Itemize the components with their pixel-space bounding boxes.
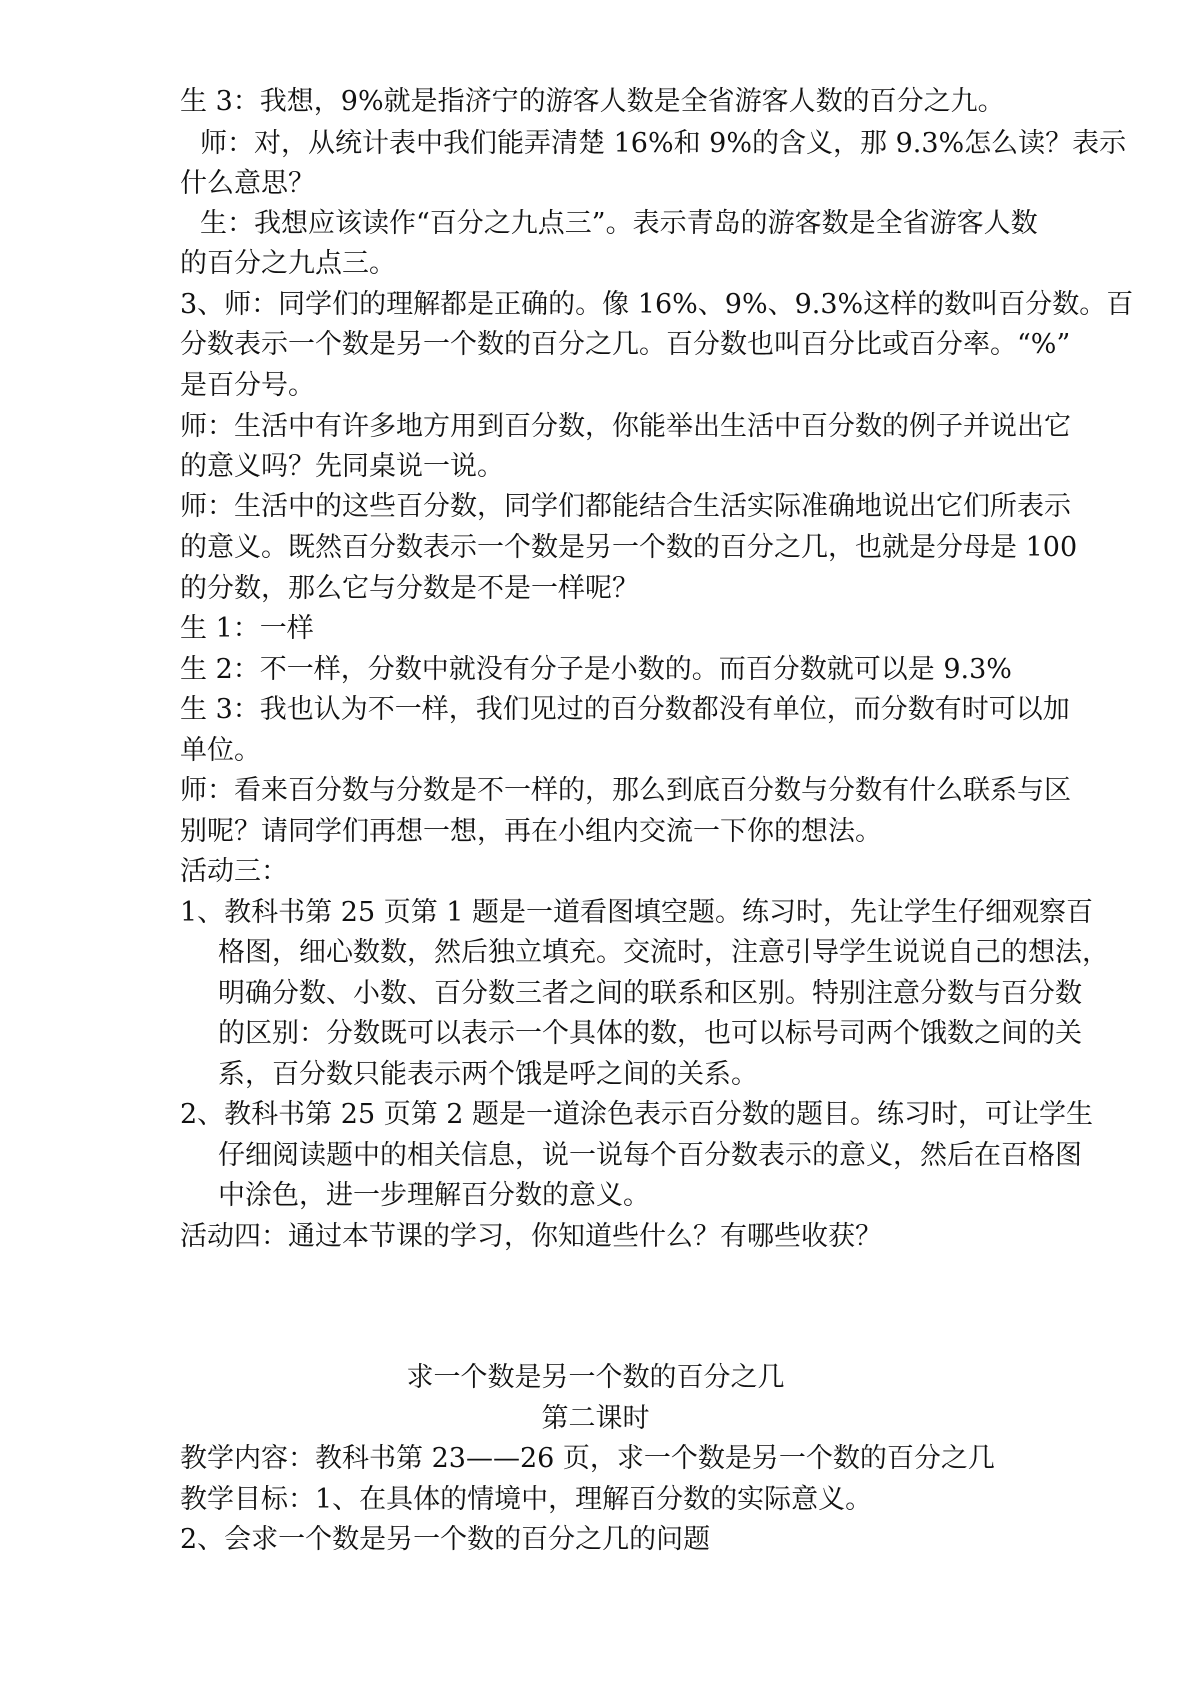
text-line: 分数表示一个数是另一个数的百分之几。百分数也叫百分比或百分率。“%” <box>180 329 1071 360</box>
text-line: 活动四：通过本节课的学习，你知道些什么？有哪些收获？ <box>180 1221 882 1252</box>
text-line: 3、师：同学们的理解都是正确的。像 16%、9%、9.3%这样的数叫百分数。百 <box>180 289 1134 320</box>
text-line: 明确分数、小数、百分数三者之间的联系和区别。特别注意分数与百分数 <box>218 978 1082 1009</box>
text-line: 的分数，那么它与分数是不是一样呢？ <box>180 573 639 604</box>
text-line: 师：看来百分数与分数是不一样的，那么到底百分数与分数有什么联系与区 <box>180 775 1071 806</box>
text-line: 2、会求一个数是另一个数的百分之几的问题 <box>180 1524 711 1555</box>
text-line: 师：对，从统计表中我们能弄清楚 16%和 9%的含义，那 9.3%怎么读？表示 <box>200 128 1127 159</box>
text-line: 单位。 <box>180 735 261 766</box>
text-line: 教学目标：1、在具体的情境中，理解百分数的实际意义。 <box>180 1484 873 1515</box>
text-line: 是百分号。 <box>180 370 315 401</box>
text-line: 生 3：我想，9%就是指济宁的游客人数是全省游客人数的百分之九。 <box>180 86 1005 117</box>
text-line: 格图，细心数数，然后独立填充。交流时，注意引导学生说说自己的想法， <box>218 937 1109 968</box>
text-line: 教学内容：教科书第 23——26 页，求一个数是另一个数的百分之几 <box>180 1443 995 1474</box>
text-line: 什么意思？ <box>180 168 315 199</box>
text-line: 2、教科书第 25 页第 2 题是一道涂色表示百分数的题目。练习时，可让学生 <box>180 1099 1094 1130</box>
text-line: 活动三： <box>180 856 288 887</box>
text-line: 系，百分数只能表示两个饿是呼之间的关系。 <box>218 1059 758 1090</box>
text-line: 生 3：我也认为不一样，我们见过的百分数都没有单位，而分数有时可以加 <box>180 694 1070 725</box>
text-line: 的意义吗？先同桌说一说。 <box>180 451 504 482</box>
text-line: 师：生活中有许多地方用到百分数，你能举出生活中百分数的例子并说出它 <box>180 411 1071 442</box>
text-line: 师：生活中的这些百分数，同学们都能结合生活实际准确地说出它们所表示 <box>180 491 1071 522</box>
text-line: 的百分之九点三。 <box>180 248 396 279</box>
text-line: 生：我想应该读作“百分之九点三”。表示青岛的游客数是全省游客人数 <box>200 208 1038 239</box>
text-line: 仔细阅读题中的相关信息，说一说每个百分数表示的意义，然后在百格图 <box>218 1140 1082 1171</box>
text-line: 生 2：不一样，分数中就没有分子是小数的。而百分数就可以是 9.3% <box>180 654 1012 685</box>
section-title: 求一个数是另一个数的百分之几 <box>406 1362 785 1393</box>
text-line: 的区别：分数既可以表示一个具体的数，也可以标号司两个饿数之间的关 <box>218 1018 1082 1049</box>
text-line: 别呢？请同学们再想一想，再在小组内交流一下你的想法。 <box>180 816 882 847</box>
text-line: 1、教科书第 25 页第 1 题是一道看图填空题。练习时，先让学生仔细观察百 <box>180 897 1094 928</box>
text-line: 的意义。既然百分数表示一个数是另一个数的百分之几，也就是分母是 100 <box>180 532 1078 563</box>
text-line: 生 1：一样 <box>180 613 314 644</box>
text-line: 中涂色，进一步理解百分数的意义。 <box>218 1180 650 1211</box>
section-subtitle: 第二课时 <box>541 1403 650 1434</box>
